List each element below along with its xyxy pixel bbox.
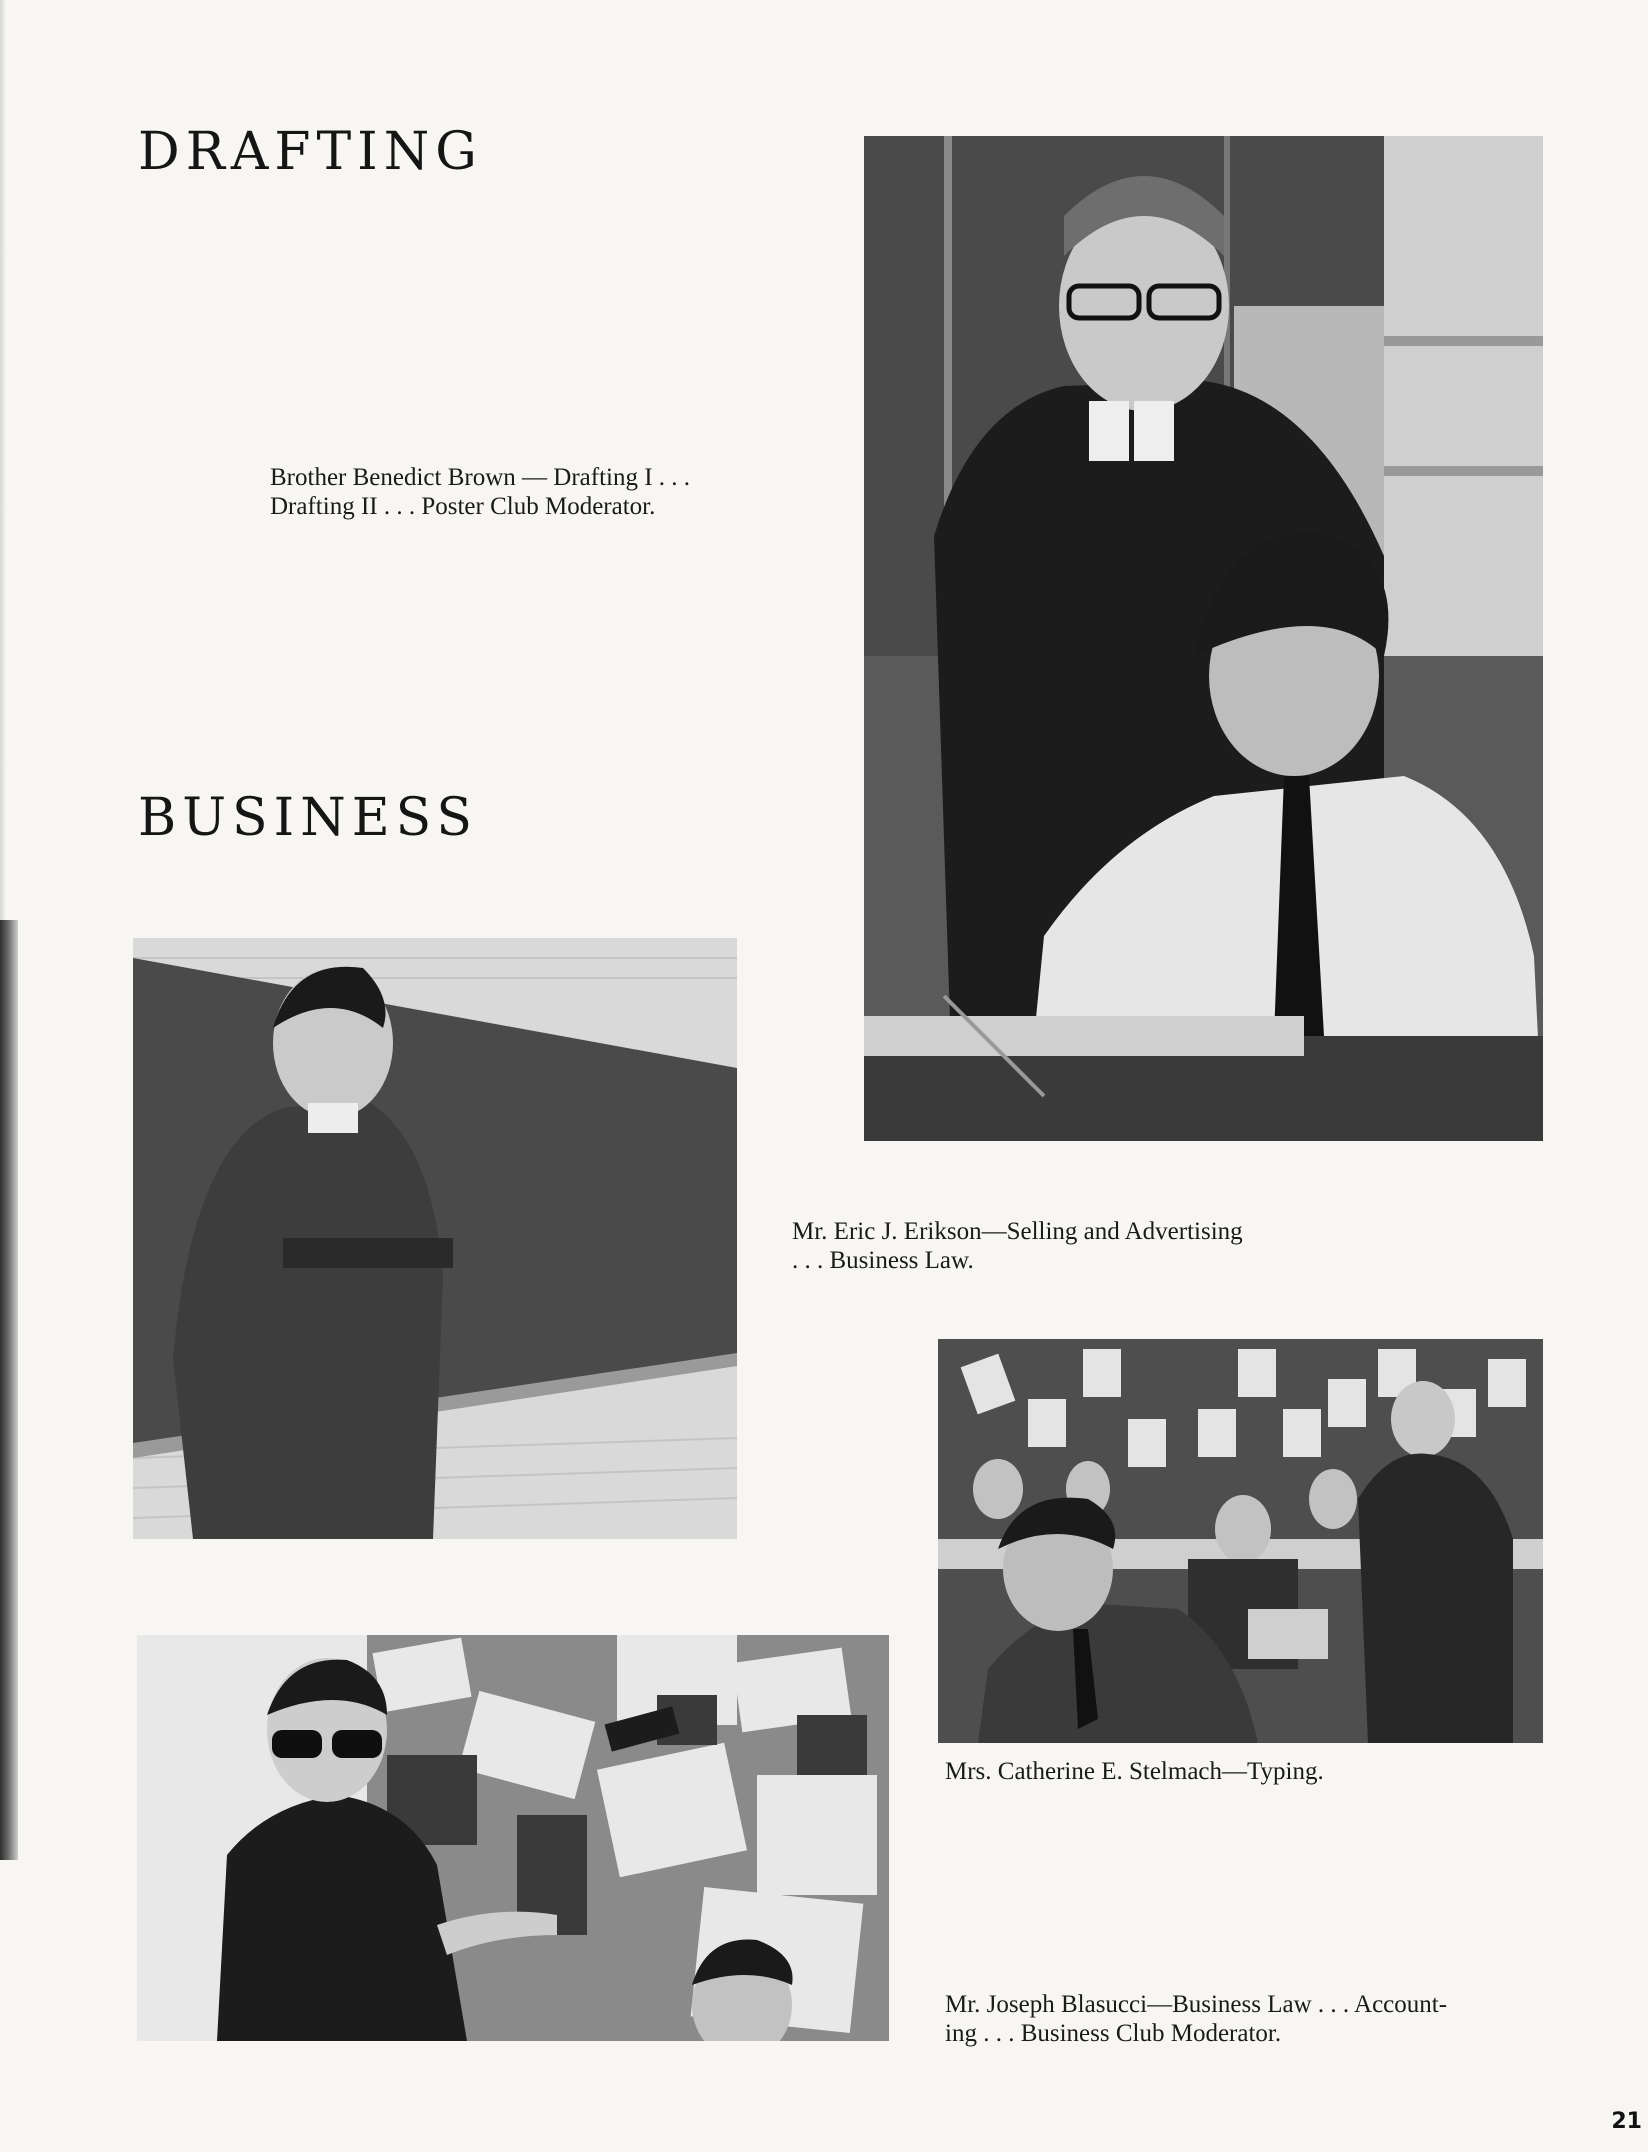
erikson-photo-image <box>133 938 737 1539</box>
erikson-blackboard-photo <box>133 938 737 1539</box>
stelmach-caption-line: Mrs. Catherine E. Stelmach—Typing. <box>945 1758 1324 1785</box>
drafting-caption-line1: Brother Benedict Brown — Drafting I . . . <box>270 464 691 491</box>
typing-classroom-photo <box>938 1339 1543 1743</box>
blasucci-caption-line2: ing . . . Business Club Moderator. <box>945 2020 1282 2047</box>
drafting-classroom-photo <box>864 136 1543 1141</box>
blasucci-caption-line1: Mr. Joseph Blasucci—Business Law . . . Account- <box>945 1991 1448 2018</box>
blasucci-bulletin-board-photo <box>137 1635 889 2041</box>
binding-edge-upper <box>0 0 6 920</box>
drafting-heading: DRAFTING <box>138 122 483 182</box>
typing-photo-image <box>938 1339 1543 1743</box>
blasucci-photo-image <box>137 1635 889 2041</box>
erikson-caption-line2: . . . Business Law. <box>792 1247 974 1274</box>
business-heading: BUSINESS <box>138 788 478 848</box>
drafting-caption-line2: Drafting II . . . Poster Club Moderator. <box>270 493 656 520</box>
erikson-caption-line1: Mr. Eric J. Erikson—Selling and Advertising <box>792 1218 1243 1245</box>
stelmach-caption <box>945 1757 1324 1786</box>
page-number: 21 <box>1611 2109 1642 2134</box>
binding-edge-shadow <box>0 920 18 1860</box>
drafting-caption <box>270 463 690 521</box>
blasucci-caption <box>945 1990 1447 2048</box>
drafting-photo-image <box>864 136 1543 1141</box>
erikson-caption <box>792 1217 1243 1275</box>
